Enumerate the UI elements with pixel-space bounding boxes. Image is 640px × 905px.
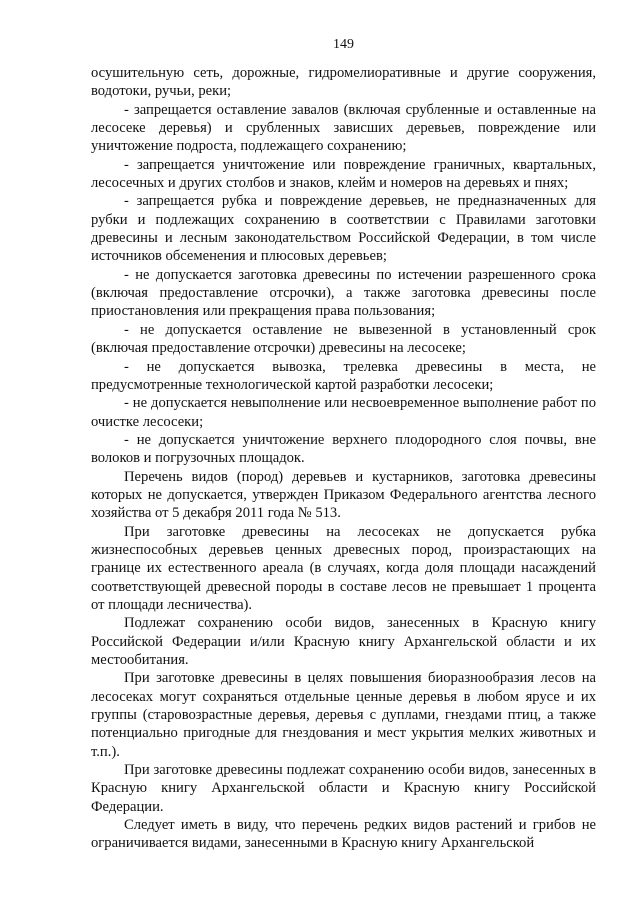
paragraph-5: - не допускается заготовка древесины по истечении разрешенного срока (включая предоставление отсрочки), а также заготовка древесины после приостановления или прекращения права пользования; bbox=[91, 266, 596, 320]
paragraph-11: При заготовке древесины на лесосеках не допускается рубка жизнеспособных деревьев ценных древесных пород, произрастающих на границе их естественного ареала (в случаях, когда доля площади насаждений соответствующей древесной породы в составе лесов не превышает 1 процента от площади лесничества). bbox=[91, 523, 596, 613]
paragraph-13: При заготовке древесины в целях повышения биоразнообразия лесов на лесосеках могут сохраняться отдельные ценные деревья в любом ярусе и их группы (старовозрастные деревья, деревья с дуплами, гнездами птиц, а также потенциально пригодные для гнездования и мест укрытия мелких животных и т.п.). bbox=[91, 670, 596, 760]
paragraph-1: осушительную сеть, дорожные, гидромелиоративные и другие сооружения, водотоки, ручьи, реки; bbox=[91, 65, 596, 100]
paragraph-14: При заготовке древесины подлежат сохранению особи видов, занесенных в Красную книгу Архангельской области и Красную книгу Российской Федерации. bbox=[91, 762, 596, 815]
paragraph-9: - не допускается уничтожение верхнего плодородного слоя почвы, вне волоков и погрузочных площадок. bbox=[91, 431, 596, 467]
paragraph-2: - запрещается оставление завалов (включая срубленные и оставленные на лесосеке деревья) и срубленных зависших деревьев, повреждение или уничтожение подроста, подлежащего сохранению; bbox=[91, 101, 596, 155]
paragraph-6: - не допускается оставление не вывезенной в установленный срок (включая предоставление отсрочки) древесины на лесосеке; bbox=[91, 321, 596, 357]
paragraph-4: - запрещается рубка и повреждение деревьев, не предназначенных для рубки и подлежащих сохранению в соответствии с Правилами заготовки древесины и лесным законодательством Российской Федерации, в том числе источников обсеменения и плюсовых деревьев; bbox=[91, 193, 596, 265]
paragraph-10: Перечень видов (пород) деревьев и кустарников, заготовка древесины которых не допускается, утвержден Приказом Федерального агентства лесного хозяйства от 5 декабря 2011 года № 513. bbox=[91, 468, 596, 522]
paragraph-8: - не допускается невыполнение или несвоевременное выполнение работ по очистке лесосеки; bbox=[91, 395, 596, 430]
paragraph-12: Подлежат сохранению особи видов, занесенных в Красную книгу Российской Федерации и/или Красную книгу Архангельской области и их местообитания. bbox=[91, 615, 596, 668]
paragraph-15: Следует иметь в виду, что перечень редких видов растений и грибов не ограничивается видами, занесенными в Красную книгу Архангельской bbox=[91, 817, 596, 852]
page-number: 149 bbox=[333, 37, 354, 52]
paragraph-3: - запрещается уничтожение или повреждение граничных, квартальных, лесосечных и других столбов и знаков, клейм и номеров на деревьях и пнях; bbox=[91, 156, 596, 192]
paragraph-7: - не допускается вывозка, трелевка древесины в места, не предусмотренные технологической картой разработки лесосеки; bbox=[91, 358, 596, 393]
